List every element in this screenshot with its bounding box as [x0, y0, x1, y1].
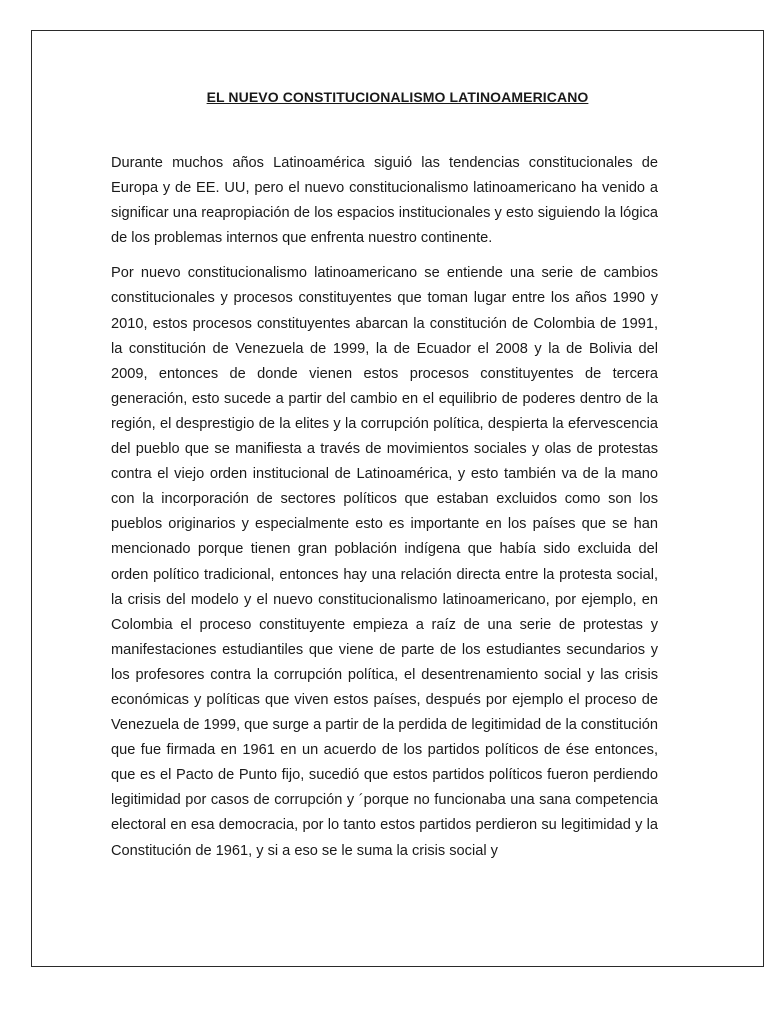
paragraph-definition: Por nuevo constitucionalismo latinoamericano se entiende una serie de cambios constitucionales y procesos constituyentes que toman lugar entre los años 1990 y 2010, estos procesos constituyentes abarcan la constitución de Colombia de 1991, la constitución de Venezuela de 1999, la de Ecuador el 2008 y la de Bolivia del 2009, entonces de donde vienen estos procesos constituyentes de tercera generación, esto sucede a partir del cambio en el equilibrio de poderes dentro de la región, el desprestigio de la elites y la corrupción política, despierta la efervescencia del pueblo que se manifiesta a través de movimientos sociales y olas de protestas contra el viejo orden institucional de Latinoamérica, y esto también va de la mano con la incorporación de sectores políticos que estaban excluidos como son los pueblos originarios y especialmente esto es importante en los países que se han mencionado porque tienen gran población indígena que había sido excluida del orden político tradicional, entonces hay una relación directa entre la protesta social, la crisis del modelo y el nuevo constitucionalismo latinoamericano, por ejemplo, en Colombia el proceso constituyente empieza a raíz de una serie de protestas y manifestaciones estudiantiles que viene de parte de los estudiantes secundarios y los profesores contra la corrupción política, el desentrenamiento social y las crisis económicas y políticas que viven estos países, después por ejemplo el proceso de Venezuela de 1999, que surge a partir de la perdida de legitimidad de la constitución que fue firmada en 1961 en un acuerdo de los partidos políticos de ése entonces, que es el Pacto de Punto fijo, sucedió que estos partidos políticos fueron perdiendo legitimidad por casos de corrupción y ´porque no funcionaba una sana competencia electoral en esa democracia, por lo tanto estos partidos perdieron su legitimidad y la Constitución de 1961, y si a eso se le suma la crisis social y — [111, 265, 658, 859]
document-body — [111, 151, 658, 864]
paragraph-intro: Durante muchos años Latinoamérica siguió las tendencias constitucionales de Europa y de EE. UU, pero el nuevo constitucionalismo latinoamericano ha venido a significar una reapropiación de los espacios institucionales y esto siguiendo la lógica de los problemas internos que enfrenta nuestro continente. — [111, 155, 658, 247]
document-title: EL NUEVO CONSTITUCIONALISMO LATINOAMERICANO — [206, 89, 589, 105]
document-page — [31, 30, 764, 967]
